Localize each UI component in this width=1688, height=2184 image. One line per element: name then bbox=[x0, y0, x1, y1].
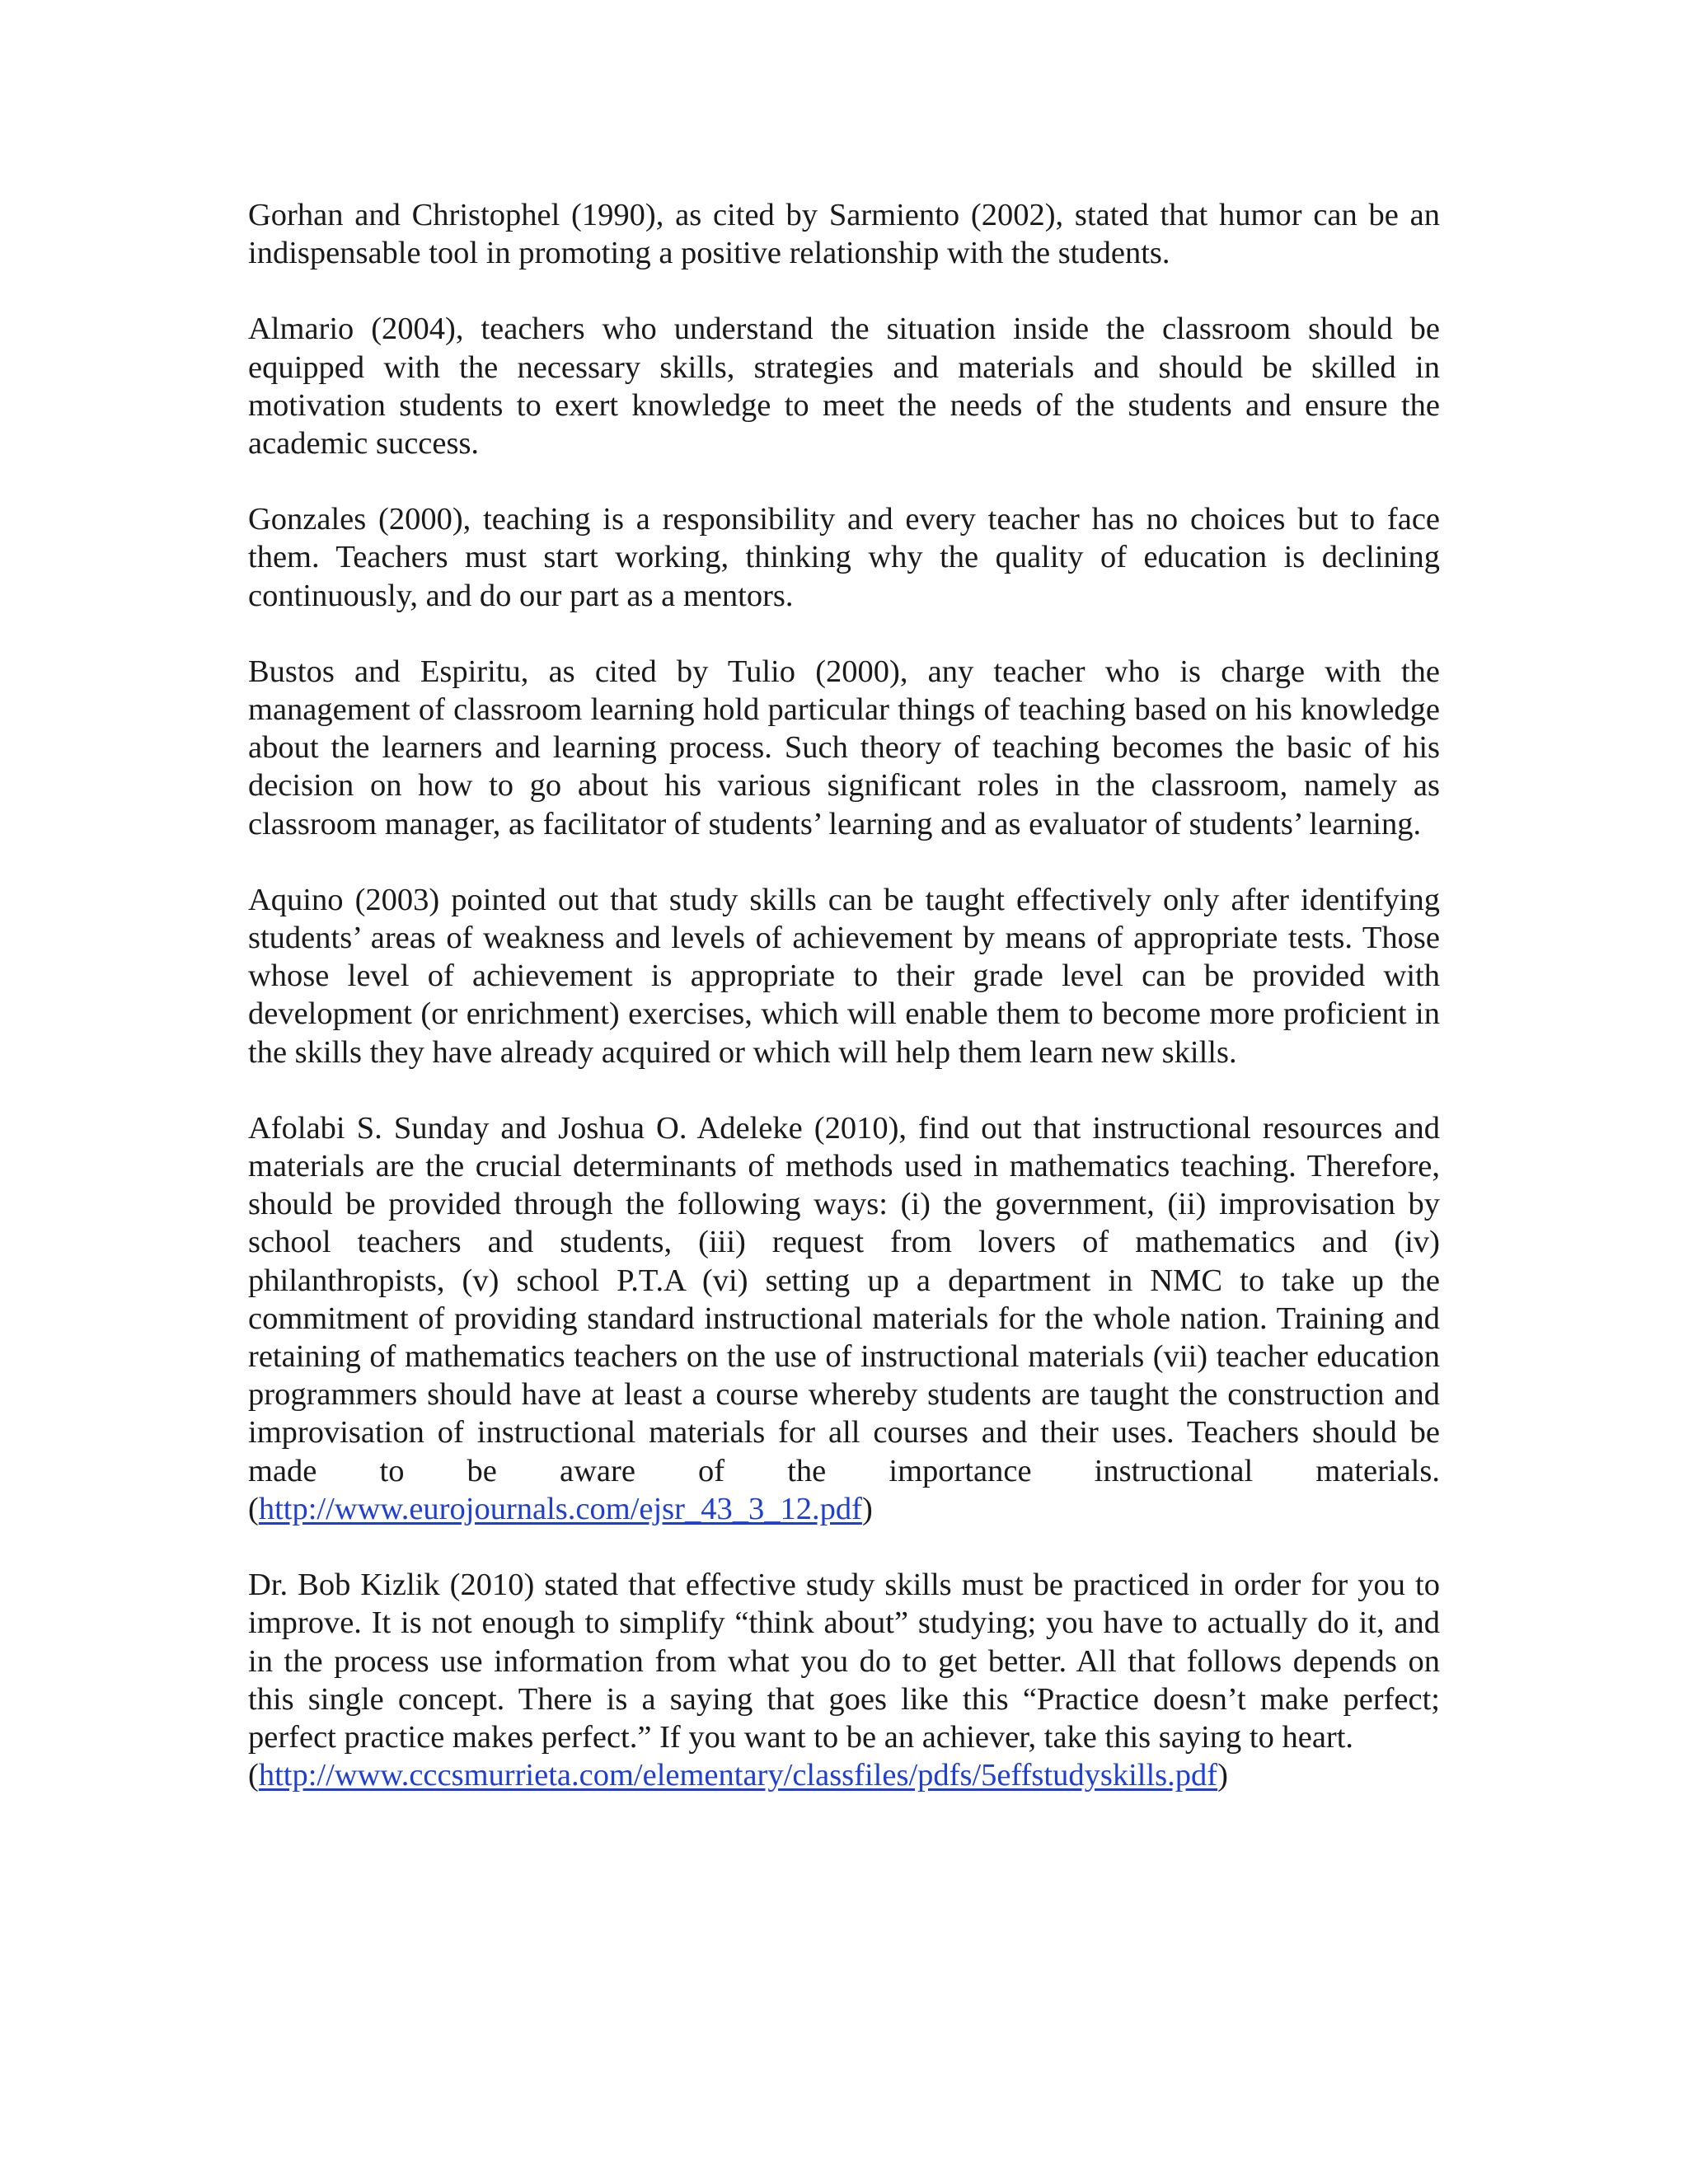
paragraph-gorhan bbox=[248, 196, 1440, 272]
paragraph-text: Gonzales (2000), teaching is a responsibility and every teacher has no choices but to face them. Teachers must start working, thinking why the quality of education is declining continuously, and do our part as a mentors. bbox=[248, 502, 1440, 613]
paragraph-text: Bustos and Espiritu, as cited by Tulio (2000), any teacher who is charge with the management of classroom learning hold particular things of teaching based on his knowledge about the learners and learning process. Such theory of teaching becomes the basic of his decision on how to go about his various significant roles in the classroom, namely as classroom manager, as facilitator of students’ learning and as evaluator of students’ learning. bbox=[248, 654, 1440, 841]
link-close-paren: ) bbox=[861, 1491, 873, 1526]
link-open-paren: ( bbox=[248, 1491, 259, 1526]
paragraph-afolabi bbox=[248, 1109, 1440, 1528]
paragraph-text: Gorhan and Christophel (1990), as cited by Sarmiento (2002), stated that humor can be an indispensable tool in promoting a positive relationship with the students. bbox=[248, 198, 1440, 271]
paragraph-gonzales bbox=[248, 500, 1440, 615]
link-close-paren: ) bbox=[1217, 1758, 1228, 1793]
paragraph-almario bbox=[248, 310, 1440, 462]
paragraph-kizlik bbox=[248, 1566, 1440, 1794]
eurojournals-link[interactable]: http://www.eurojournals.com/ejsr_43_3_12.pdf bbox=[258, 1491, 862, 1526]
paragraph-aquino bbox=[248, 881, 1440, 1071]
cccsmurrieta-link[interactable]: http://www.cccsmurrieta.com/elementary/classfiles/pdfs/5effstudyskills.pdf bbox=[258, 1758, 1218, 1793]
paragraph-text: Almario (2004), teachers who understand the situation inside the classroom should be equipped with the necessary skills, strategies and materials and should be skilled in motivation students to exert knowledge to meet the needs of the students and ensure the academic success. bbox=[248, 312, 1440, 462]
paragraph-text: Afolabi S. Sunday and Joshua O. Adeleke (2010), find out that instructional resources and materials are the crucial determinants of methods used in mathematics teaching. Therefore, should be provided through the following ways: (i) the government, (ii) improvisation by school teachers and students, (iii) request from lovers of mathematics and (iv) philanthropists, (v) school P.T.A (vi) setting up a department in NMC to take up the commitment of providing standard instructional materials for the whole nation. Training and retaining of mathematics teachers on the use of instructional materials (vii) teacher education programmers should have at least a course whereby students are taught the construction and improvisation of instructional materials for all courses and their uses. Teachers should be made to be aware of the importance instructional materials. bbox=[248, 1110, 1440, 1488]
paragraph-text: Dr. Bob Kizlik (2010) stated that effective study skills must be practiced in order for you to improve. It is not enough to simplify “think about” studying; you have to actually do it, and in the process use information from what you do to get better. All that follows depends on this single concept. There is a saying that goes like this “Practice doesn’t make perfect; perfect practice makes perfect.” If you want to be an achiever, take this saying to heart. bbox=[248, 1568, 1440, 1755]
link-open-paren: ( bbox=[248, 1758, 259, 1793]
document-body bbox=[248, 196, 1440, 1832]
paragraph-bustos bbox=[248, 653, 1440, 843]
paragraph-text: Aquino (2003) pointed out that study skills can be taught effectively only after identifying students’ areas of weakness and levels of achievement by means of appropriate tests. Those whose level of achievement is appropriate to their grade level can be provided with development (or enrichment) exercises, which will enable them to become more proficient in the skills they have already acquired or which will help them learn new skills. bbox=[248, 882, 1440, 1070]
